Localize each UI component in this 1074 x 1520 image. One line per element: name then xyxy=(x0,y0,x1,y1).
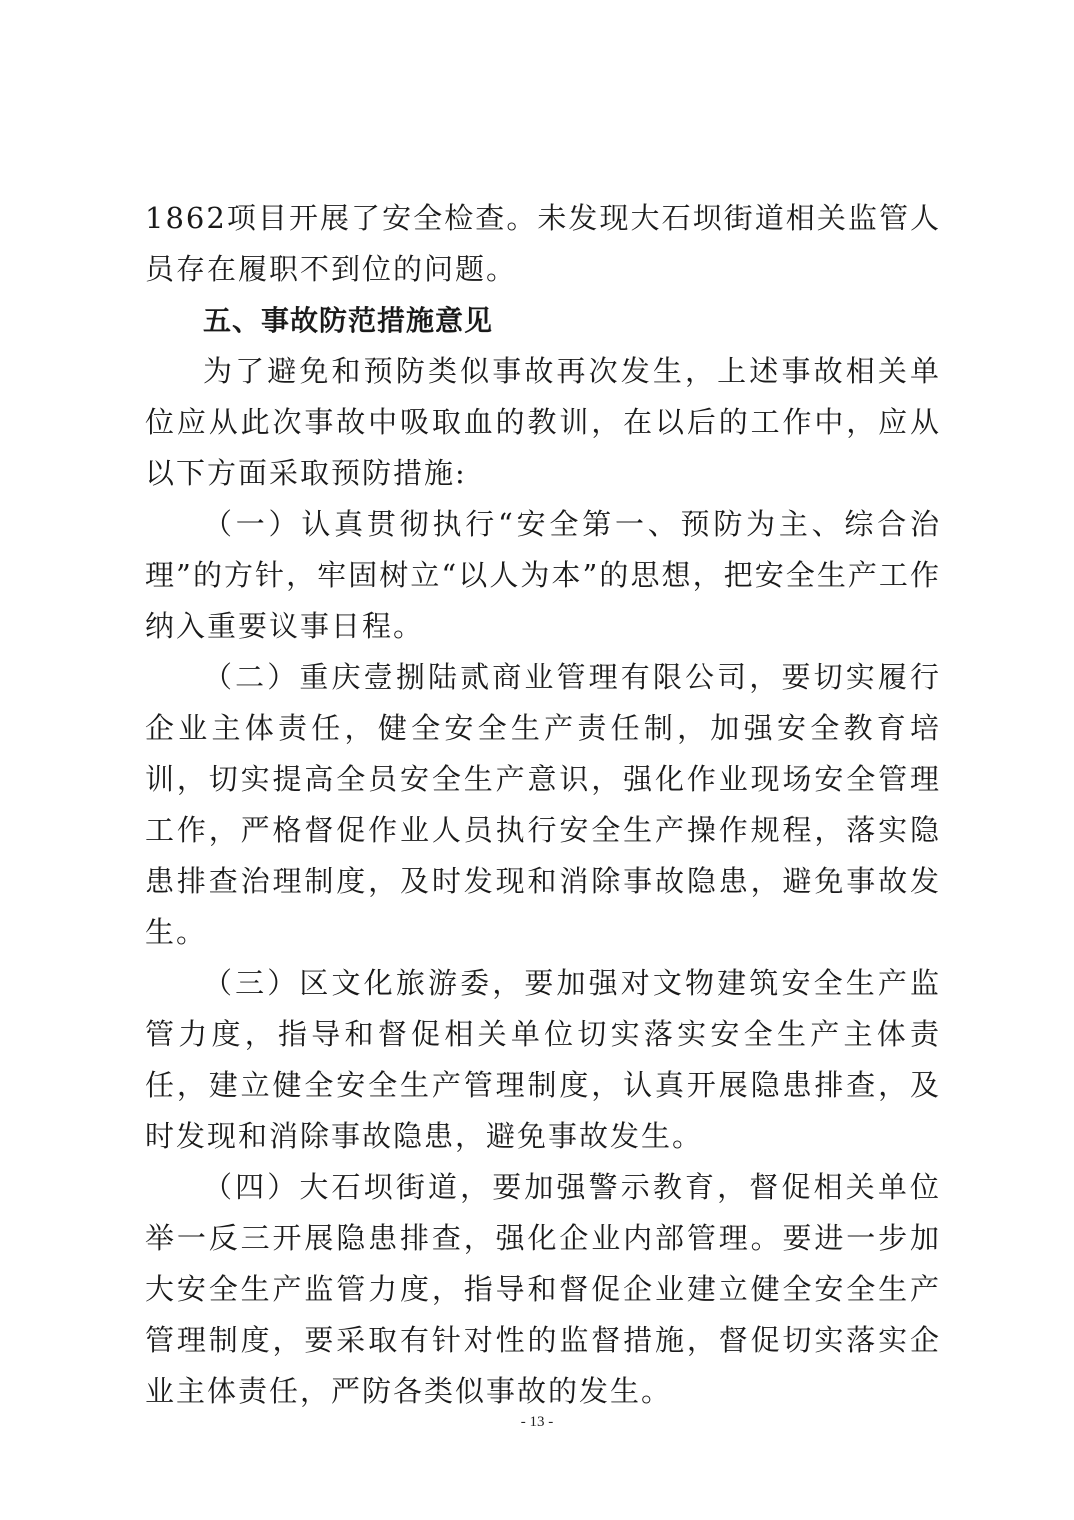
paragraph-item-3: （三）区文化旅游委，要加强对文物建筑安全生产监管力度，指导和督促相关单位切实落实安全生产主体责任，建立健全安全生产管理制度，认真开展隐患排查，及时发现和消除事故隐患，避免事故发生。 xyxy=(145,966,941,1153)
paragraph-item-2: （二）重庆壹捌陆贰商业管理有限公司，要切实履行企业主体责任，健全安全生产责任制，加强安全教育培训，切实提高全员安全生产意识，强化作业现场安全管理工作，严格督促作业人员执行安全生产操作规程，落实隐患排查治理制度，及时发现和消除事故隐患，避免事故发生。 xyxy=(145,660,941,949)
paragraph-item-4: （四）大石坝街道，要加强警示教育，督促相关单位举一反三开展隐患排查，强化企业内部管理。要进一步加大安全生产监管力度，指导和督促企业建立健全安全生产管理制度，要采取有针对性的监督措施，督促切实落实企业主体责任，严防各类似事故的发生。 xyxy=(145,1170,941,1408)
page-number: - 13 - xyxy=(520,1414,554,1430)
paragraph-item-1: （一）认真贯彻执行“安全第一、预防为主、综合治理”的方针，牢固树立“以人为本”的思想，把安全生产工作纳入重要议事日程。 xyxy=(145,507,941,643)
section-heading: 五、事故防范措施意见 xyxy=(203,304,494,337)
paragraph-intro: 为了避免和预防类似事故再次发生，上述事故相关单位应从此次事故中吸取血的教训，在以后的工作中，应从以下方面采取预防措施: xyxy=(145,354,941,490)
document-body xyxy=(145,193,941,1417)
paragraph-continuation: 1862项目开展了安全检查。未发现大石坝街道相关监管人员存在履职不到位的问题。 xyxy=(145,201,941,286)
